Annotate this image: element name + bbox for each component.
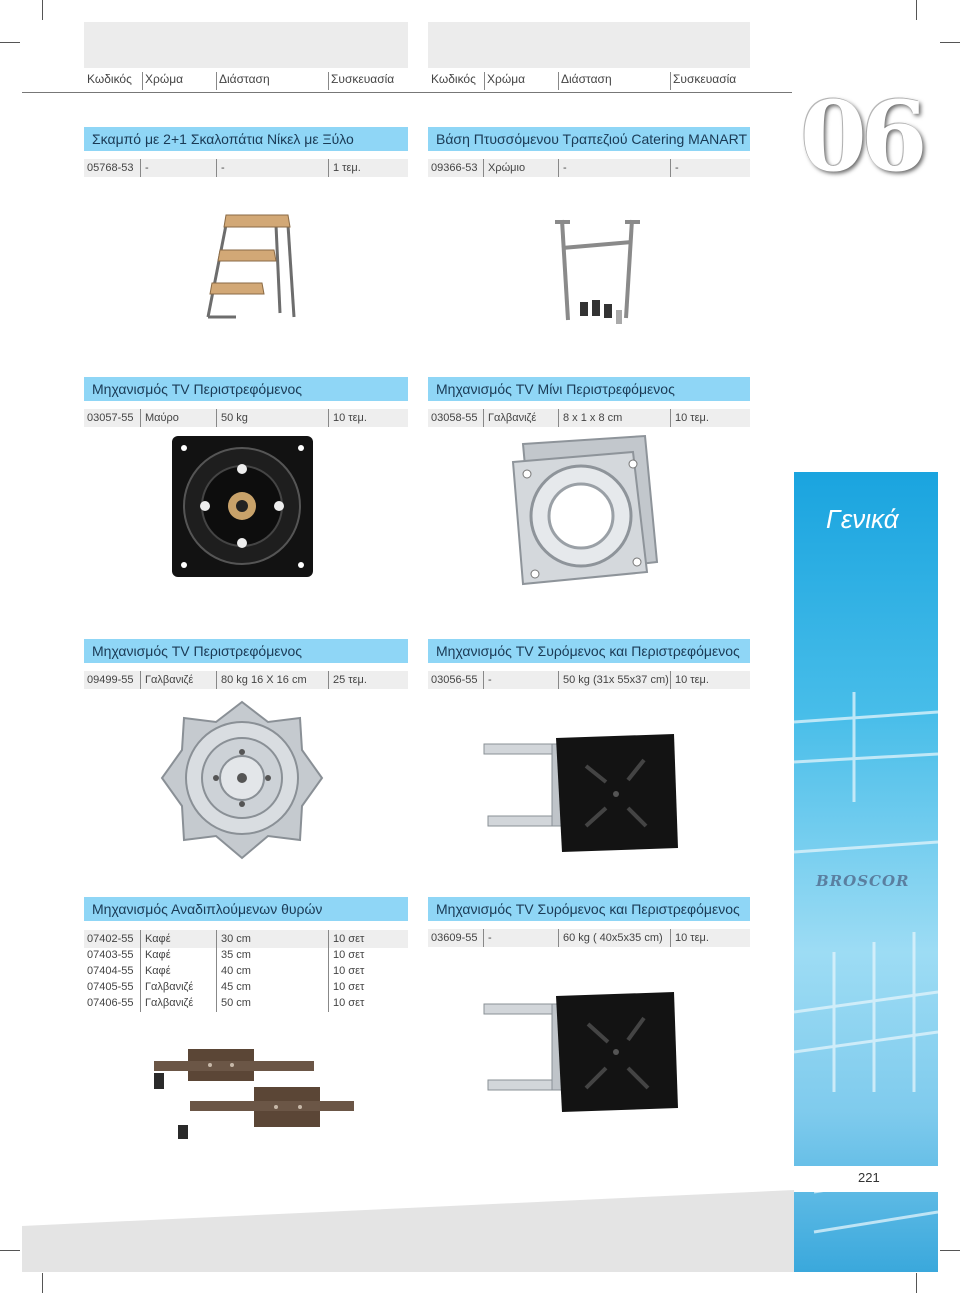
product-row: 07403-55 Καφέ 35 cm 10 σετ [87, 949, 365, 961]
col-code: Κωδικός [431, 72, 476, 86]
col-dimension: Διάσταση [219, 72, 270, 86]
black-swivel-plate-image [170, 434, 315, 579]
product-row: 03058-55 Γαλβανιζέ 8 x 1 x 8 cm 10 τεμ. [428, 409, 750, 427]
col-package: Συσκευασία [673, 72, 737, 86]
product-row: 03609-55 - 60 kg ( 40x5x35 cm) 10 τεμ. [428, 929, 750, 947]
page-number: 221 [858, 1170, 880, 1185]
product-row: 03057-55 Μαύρο 50 kg 10 τεμ. [84, 409, 408, 427]
product-row: 03056-55 - 50 kg (31x 55x37 cm) 10 τεμ. [428, 671, 750, 689]
crop-mark [940, 42, 960, 43]
step-stool-image [196, 205, 306, 325]
sliding-tv-mechanism-image [482, 730, 682, 855]
column-divider [216, 930, 217, 1012]
product-row: 07404-55 Καφέ 40 cm 10 σετ [87, 965, 365, 977]
header-bar-left [84, 22, 408, 68]
col-color: Χρώμα [487, 72, 526, 86]
product-title: Μηχανισμός TV Μίνι Περιστρεφόμενος [428, 377, 750, 401]
crop-mark [0, 1250, 20, 1251]
product-title: Μηχανισμός TV Συρόμενος και Περιστρεφόμενος [428, 897, 750, 921]
chapter-number: 06 [800, 80, 922, 193]
mini-swivel-plate-image [505, 434, 665, 589]
sliding-tv-mechanism-image [482, 990, 682, 1115]
product-row: 07406-55 Γαλβανιζέ 50 cm 10 σετ [87, 997, 365, 1009]
product-title: Βάση Πτυσσόμενου Τραπεζιού Catering MANART [428, 127, 750, 151]
crop-mark [916, 1273, 917, 1293]
col-dimension: Διάσταση [561, 72, 612, 86]
product-row: 09499-55 Γαλβανιζέ 80 kg 16 X 16 cm 25 τεμ. [84, 671, 408, 689]
crop-mark [42, 1273, 43, 1293]
footer-band [22, 1190, 794, 1272]
header-divider [22, 92, 792, 93]
product-row: 09366-53 Χρώμιο - - [428, 159, 750, 177]
col-code: Κωδικός [87, 72, 132, 86]
galvanized-swivel-plate-image [160, 700, 325, 860]
product-title: Μηχανισμός TV Συρόμενος και Περιστρεφόμενος [428, 639, 750, 663]
product-title: Σκαμπό με 2+1 Σκαλοπάτια Νίκελ με Ξύλο [84, 127, 408, 151]
crop-mark [42, 0, 43, 20]
section-side-panel [794, 472, 938, 1272]
col-package: Συσκευασία [331, 72, 395, 86]
crop-mark [916, 0, 917, 20]
column-divider [328, 930, 329, 1012]
crop-mark [940, 1250, 960, 1251]
product-rows [84, 931, 408, 1011]
product-row: 05768-53 - - 1 τεμ. [84, 159, 408, 177]
product-title: Μηχανισμός Αναδιπλούμενων θυρών [84, 897, 408, 921]
header-bar-right [428, 22, 750, 68]
product-title: Μηχανισμός TV Περιστρεφόμενος [84, 377, 408, 401]
column-divider [140, 930, 141, 1012]
brand-logo: BROSCOR [816, 872, 910, 890]
section-title: Γενικά [826, 504, 899, 534]
table-base-image [540, 210, 670, 335]
crop-mark [0, 42, 20, 43]
product-row: 07402-55 Καφέ 30 cm 10 σετ [87, 933, 365, 945]
column-headers-right [428, 72, 750, 90]
col-color: Χρώμα [145, 72, 184, 86]
product-title: Μηχανισμός TV Περιστρεφόμενος [84, 639, 408, 663]
product-row: 07405-55 Γαλβανιζέ 45 cm 10 σετ [87, 981, 365, 993]
column-headers-left [84, 72, 408, 90]
folding-door-mechanism-image [150, 1045, 355, 1145]
